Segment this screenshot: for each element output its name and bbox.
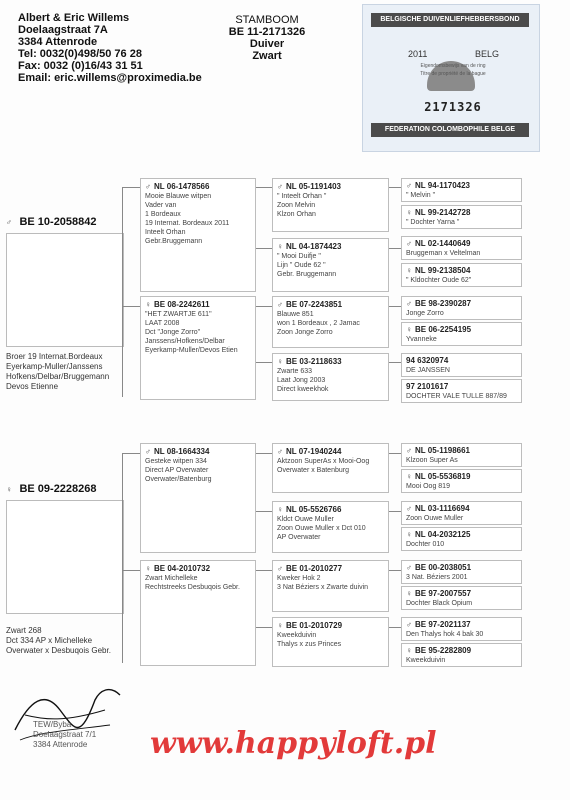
- pigeon-id: BE 08-2242611: [154, 300, 210, 309]
- connector-line: [389, 511, 401, 512]
- pigeon-info: Kldct Ouwe Muller: [277, 516, 334, 523]
- dam-info-line: Zwart 268: [6, 626, 42, 635]
- connector-line: [256, 627, 272, 628]
- gen4-box: [401, 560, 522, 584]
- pigeon-info: Gebr.Bruggemann: [145, 238, 203, 245]
- certificate-year: 2011: [408, 49, 428, 59]
- pigeon-info: Dochter Black Opium: [406, 600, 473, 607]
- gen4-box: [401, 643, 522, 667]
- connector-line: [389, 362, 401, 363]
- pigeon-info: Zwart Michelleke: [145, 575, 198, 582]
- male-icon: ♂: [277, 300, 283, 309]
- pigeon-info: Mooie Blauwe witpen: [145, 193, 212, 200]
- owner-fax: Fax: 0032 (0)16/43 31 51: [18, 60, 143, 72]
- pigeon-info: Eyerkamp-Muller/Devos Etien: [145, 347, 238, 354]
- pigeon-info: Blauwe 851: [277, 311, 314, 318]
- pigeon-info: Bruggeman x Veltelman: [406, 250, 481, 257]
- pigeon-info: Gesteke witpen 334: [145, 458, 207, 465]
- male-icon: ♂: [6, 218, 12, 227]
- connector-line: [389, 187, 401, 188]
- owner-tel: Tel: 0032(0)498/50 76 28: [18, 48, 142, 60]
- gen3-box: [272, 501, 389, 553]
- female-icon: ♀: [406, 530, 412, 539]
- pigeon-id: NL 04-1874423: [286, 242, 342, 251]
- certificate-country: BELG: [475, 49, 500, 59]
- pigeon-info: Kweekduivin: [277, 632, 317, 639]
- pigeon-id: NL 99-2138504: [415, 266, 471, 275]
- male-icon: ♂: [406, 620, 412, 629]
- pigeon-info: Klzoon Super As: [406, 457, 458, 464]
- pigeon-info: DOCHTER VALE TULLE 887/89: [406, 393, 507, 400]
- pigeon-info: Den Thalys hok 4 bak 30: [406, 631, 484, 638]
- pigeon-info: Zoon Jonge Zorro: [277, 329, 333, 336]
- sire-father-box: [140, 178, 256, 292]
- pigeon-info: Mooi Oog 819: [406, 483, 450, 490]
- pigeon-id: BE 95-2282809: [415, 646, 472, 655]
- pigeon-info: Kweker Hok 2: [277, 575, 321, 582]
- pigeon-info: Vader van: [145, 202, 177, 209]
- sire-mother-box: [140, 296, 256, 400]
- company-stamp: [33, 720, 96, 750]
- connector-line: [256, 511, 272, 512]
- connector-line: [389, 453, 401, 454]
- pigeon-info: 3 Nat. Béziers 2001: [406, 574, 468, 581]
- pigeon-id: BE 04-2010732: [154, 564, 211, 573]
- pigeon-id: 97 2101617: [406, 382, 449, 391]
- gen4-box: [401, 586, 522, 610]
- pigeon-id: BE 01-2010729: [286, 621, 343, 630]
- gen4-box: [401, 443, 522, 467]
- pigeon-info: Yvanneke: [406, 336, 437, 343]
- male-icon: ♂: [277, 564, 283, 573]
- pigeon-info: Zoon Ouwe Muller: [406, 515, 464, 522]
- pigeon-id: BE 01-2010277: [286, 564, 343, 573]
- dam-mother-box: [140, 560, 256, 666]
- stamp-line: TEW/Byba: [33, 720, 72, 729]
- connector-line: [122, 453, 123, 663]
- sire-info-line: Hofkens/Delbar/Bruggemann: [6, 372, 110, 381]
- pigeon-id: NL 05-5536819: [415, 472, 471, 481]
- pigeon-id: BE 06-2254195: [415, 325, 472, 334]
- pigeon-id: NL 05-5526766: [286, 505, 342, 514]
- pigeon-id: NL 05-1198661: [415, 446, 471, 455]
- gen4-box: [401, 617, 522, 641]
- connector-line: [122, 306, 140, 307]
- owner-street: Doelaagstraat 7A: [18, 24, 108, 36]
- gen3-box: [272, 178, 389, 232]
- certificate-text-1: Eigendomsbewijs van de ring: [420, 63, 486, 69]
- pigeon-info: Zoon Melvin: [277, 202, 316, 209]
- dam-label: [6, 479, 97, 497]
- connector-line: [122, 187, 123, 397]
- dam-info: [6, 626, 111, 656]
- pigeon-id: BE 03-2118633: [286, 357, 342, 366]
- gen4-box: [401, 469, 522, 493]
- male-icon: ♂: [406, 563, 412, 572]
- pigeon-info: "HET ZWARTJE 611": [145, 311, 212, 318]
- certificate-number: 2171326: [424, 100, 482, 114]
- gen4-box: [401, 527, 522, 551]
- pigeon-info: Lijn " Oude 62 ": [277, 262, 326, 269]
- pigeon-info: " Melvin ": [406, 192, 436, 199]
- gen4-box: [401, 178, 522, 202]
- pigeon-id: BE 07-2243851: [286, 300, 343, 309]
- pigeon-id: BE 97-2021137: [415, 620, 471, 629]
- pigeon-info: Zwarte 633: [277, 368, 313, 375]
- certificate-bottom-banner: FEDERATION COLOMBOPHILE BELGE: [371, 123, 529, 137]
- connector-line: [256, 187, 272, 188]
- pigeon-info: Laat Jong 2003: [277, 377, 326, 384]
- ring-certificate: [362, 4, 540, 152]
- pigeon-id: BE 00-2038051: [415, 563, 472, 572]
- dam-id: BE 09-2228268: [19, 483, 97, 495]
- gen3-box: [272, 617, 389, 667]
- female-icon: ♀: [145, 300, 151, 309]
- dam-info-line: Dct 334 AP x Michelleke: [6, 636, 93, 645]
- male-icon: ♂: [145, 447, 151, 456]
- pigeon-id: NL 06-1478566: [154, 182, 210, 191]
- pigeon-id: NL 94-1170423: [415, 181, 471, 190]
- dam-father-box: [140, 443, 256, 553]
- pigeon-id: NL 02-1440649: [415, 239, 471, 248]
- dam-photo-frame: [6, 500, 124, 614]
- sire-id: BE 10-2058842: [19, 216, 97, 228]
- pigeon-info: " Kldochter Oude 62": [406, 277, 472, 284]
- male-icon: ♂: [406, 446, 412, 455]
- title-ring: BE 11-2171326: [228, 26, 306, 38]
- pigeon-id: NL 04-2032125: [415, 530, 471, 539]
- connector-line: [389, 248, 401, 249]
- pigeon-info: Aktzoon SuperAs x Mooi-Oog: [277, 458, 370, 465]
- gen3-box: [272, 443, 389, 493]
- connector-line: [122, 187, 140, 188]
- pigeon-info: Kweekduivin: [406, 657, 446, 664]
- pigeon-info: 1 Bordeaux: [145, 211, 181, 218]
- pigeon-info: Overwater x Batenburg: [277, 467, 349, 474]
- pigeon-info: " Dochter Yarna ": [406, 219, 460, 226]
- sire-label: [6, 212, 97, 230]
- stamp-line: 3384 Attenrode: [33, 740, 88, 749]
- pigeon-info: DE JANSSEN: [406, 367, 450, 374]
- female-icon: ♀: [277, 357, 283, 366]
- female-icon: ♀: [277, 505, 283, 514]
- owner-email[interactable]: Email: eric.willems@proximedia.be: [18, 72, 202, 84]
- stamp-line: Doelaagstraat 7/1: [33, 730, 97, 739]
- pigeon-id: NL 99-2142728: [415, 208, 471, 217]
- connector-line: [389, 306, 401, 307]
- pigeon-info: LAAT 2008: [145, 320, 180, 327]
- gen3-box: [272, 238, 389, 292]
- pigeon-info: Klzon Orhan: [277, 211, 316, 218]
- pigeon-info: " Inteelt Orhan ": [277, 193, 327, 200]
- pigeon-info: Janssens/Hofkens/Delbar: [145, 338, 225, 345]
- sire-info-line: Devos Etienne: [6, 382, 59, 391]
- watermark: www.happyloft.pl: [150, 726, 437, 761]
- title-heading: STAMBOOM: [235, 14, 299, 26]
- pigeon-info: Dct "Jonge Zorro": [145, 329, 201, 336]
- male-icon: ♂: [277, 182, 283, 191]
- pigeon-info: Jonge Zorro: [406, 310, 444, 317]
- connector-line: [389, 570, 401, 571]
- male-icon: ♂: [406, 239, 412, 248]
- pigeon-id: NL 07-1940244: [286, 447, 342, 456]
- certificate-text-2: Titre de propriété de la bague: [420, 71, 486, 77]
- female-icon: ♀: [406, 325, 412, 334]
- gen3-box: [272, 296, 389, 348]
- title-color: Zwart: [252, 50, 282, 62]
- gen3-box: [272, 560, 389, 612]
- pigeon-info: Rechtstreeks Desbuqois Gebr.: [145, 584, 240, 591]
- pigeon-id: 94 6320974: [406, 356, 449, 365]
- female-icon: ♀: [406, 266, 412, 275]
- pigeon-id: NL 05-1191403: [286, 182, 342, 191]
- gen4-box: [401, 205, 522, 229]
- pedigree-title: [222, 14, 312, 62]
- pigeon-info: won 1 Bordeaux , 2 Jamac: [277, 320, 360, 327]
- connector-line: [389, 627, 401, 628]
- pigeon-info: Inteelt Orhan: [145, 229, 186, 236]
- pigeon-info: 19 Internat. Bordeaux 2011: [145, 220, 230, 227]
- female-icon: ♀: [277, 621, 283, 630]
- gen4-box: [401, 322, 522, 346]
- title-sex: Duiver: [249, 38, 285, 50]
- connector-line: [256, 306, 272, 307]
- pigeon-info: Gebr. Bruggemann: [277, 271, 337, 278]
- dam-info-line: Overwater x Desbuqois Gebr.: [6, 646, 111, 655]
- pigeon-info: Zoon Ouwe Muller x Dct 010: [277, 525, 366, 532]
- gen4-box: [401, 236, 522, 260]
- pigeon-info: Direct AP Overwater: [145, 467, 209, 474]
- sire-info: [6, 352, 109, 392]
- gen4-box: [401, 501, 522, 525]
- pigeon-info: Overwater/Batenburg: [145, 476, 212, 483]
- female-icon: ♀: [145, 564, 151, 573]
- pigeon-info: 3 Nat Béziers x Zwarte duivin: [277, 584, 369, 591]
- owner-name: Albert & Eric Willems: [18, 12, 130, 24]
- male-icon: ♂: [145, 182, 151, 191]
- female-icon: ♀: [406, 646, 412, 655]
- pigeon-id: BE 97-2007557: [415, 589, 472, 598]
- owner-block: [18, 12, 202, 84]
- pigeon-info: Thalys x zus Princes: [277, 641, 342, 648]
- pigeon-id: NL 08-1664334: [154, 447, 210, 456]
- sire-info-line: Broer 19 Internat.Bordeaux: [6, 352, 103, 361]
- connector-line: [256, 362, 272, 363]
- male-icon: ♂: [406, 181, 412, 190]
- connector-line: [256, 453, 272, 454]
- female-icon: ♀: [406, 208, 412, 217]
- male-icon: ♂: [406, 504, 412, 513]
- gen3-box: [272, 353, 389, 401]
- male-icon: ♂: [406, 299, 412, 308]
- pigeon-info: AP Overwater: [277, 534, 321, 541]
- connector-line: [256, 570, 272, 571]
- female-icon: ♀: [406, 589, 412, 598]
- gen4-box: [401, 296, 522, 320]
- gen4-box: [401, 379, 522, 403]
- gen4-box: [401, 263, 522, 287]
- owner-city: 3384 Attenrode: [18, 36, 98, 48]
- female-icon: ♀: [406, 472, 412, 481]
- female-icon: ♀: [6, 485, 12, 494]
- pigeon-info: Dochter 010: [406, 541, 445, 548]
- connector-line: [122, 453, 140, 454]
- gen4-box: [401, 353, 522, 377]
- sire-info-line: Eyerkamp-Muller/Janssens: [6, 362, 103, 371]
- pigeon-id: NL 03-1116694: [415, 504, 470, 513]
- certificate-top-banner: BELGISCHE DUIVENLIEFHEBBERSBOND: [371, 13, 529, 27]
- pigeon-id: BE 98-2390287: [415, 299, 472, 308]
- connector-line: [256, 248, 272, 249]
- male-icon: ♂: [277, 447, 283, 456]
- pigeon-info: Direct kweekhok: [277, 386, 329, 393]
- female-icon: ♀: [277, 242, 283, 251]
- sire-photo-frame: [6, 233, 124, 347]
- pigeon-info: " Mooi Duifje ": [277, 253, 321, 260]
- connector-line: [122, 570, 140, 571]
